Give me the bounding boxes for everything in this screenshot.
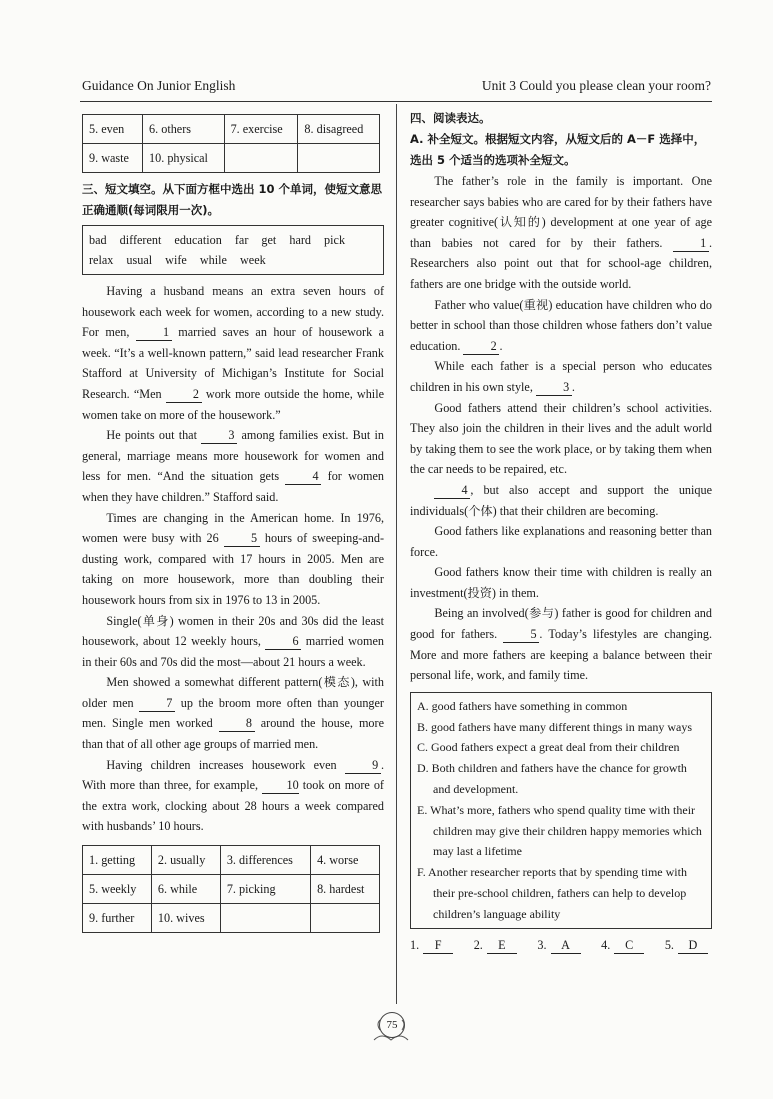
word-box-line: bad different education far get hard pick — [89, 233, 346, 247]
paragraph — [410, 356, 712, 397]
options-box — [410, 692, 712, 929]
blank-number: 5 — [224, 531, 260, 547]
answer-item — [665, 935, 708, 956]
passage-text: Having a husband means an extra seven hours of housework each week for women, according to a new study. For men, — [82, 284, 384, 340]
passage-text: Being an involved(参与) father is good for children and good for fathers. — [410, 606, 712, 642]
passage-text: Father who value(重视) education have children who do better in school than those children whose fathers don’t value education. — [410, 297, 712, 353]
option-item: F. Another researcher reports that by spending time with their pre-school children, fathers can help to develop children’s language ability — [417, 865, 687, 921]
table-cell: 7. picking — [220, 875, 310, 904]
passage-text: Men showed a somewhat different pattern(模态), with older men — [82, 675, 384, 710]
right-column — [410, 108, 712, 955]
passage-text: . Today’s lifestyles are changing. More and more fathers are keeping a balance between their personal life, work, and family time. — [410, 627, 712, 683]
table-row — [83, 904, 380, 933]
paragraph — [82, 672, 384, 754]
header-rule — [80, 101, 712, 102]
answer-line — [410, 935, 708, 956]
table-cell: 1. getting — [83, 846, 152, 875]
passage-text: . — [571, 379, 575, 394]
header-right: Unit 3 Could you please clean your room? — [481, 78, 711, 93]
blank-number: 3 — [201, 428, 237, 444]
paragraph — [410, 171, 712, 295]
left-column — [82, 114, 384, 933]
passage-text: for women when they have children.” Stafford said. — [82, 469, 385, 504]
table-cell: 9. further — [83, 904, 152, 933]
answer-item — [601, 935, 644, 956]
passage-text: married saves an hour of housework a week. “It’s a well-known pattern,” said lead researcher Frank Stafford at University of Michigan’s Institute for Social Research. “Men — [82, 325, 384, 401]
paragraph — [410, 480, 712, 521]
paragraph — [410, 603, 712, 685]
passage-text: Single(单身) women in their 20s and 30s did the least housework, about 12 weekly hours, — [82, 613, 384, 649]
option-item: E. What’s more, fathers who spend quality time with their children may give their children happy memories which may last a lifetime — [417, 802, 702, 859]
header-left: Guidance On Junior English — [82, 78, 236, 93]
table-cell: 6. while — [151, 875, 220, 904]
answer-letter: E — [487, 938, 517, 954]
option-item: B. good fathers have many different things in many ways — [417, 719, 693, 734]
blank-number: 2 — [463, 339, 499, 355]
answer-letter: A — [551, 938, 581, 954]
passage-text: The father’s role in the family is important. One researcher says babies who are cared for by their fathers have greater cognitive(认知的) development at one year of age than babies not cared for by their fathers. — [410, 174, 712, 250]
passage-text: work more outside the home, while women take on more of the housework.” — [82, 386, 384, 422]
answer-number: 4. — [601, 937, 611, 952]
passage-text: Good fathers attend their children’s school activities. They also join the children in their lives and the adult world by taking them to see the work place, or by taking them when the car needs to be repaired, etc. — [410, 400, 712, 477]
passage-text: among families exist. But in general, marriage means more housework for women and less for men. “And the situation gets — [82, 428, 384, 484]
table-cell: 5. even — [83, 115, 143, 144]
blank-number: 3 — [536, 380, 572, 396]
answer-letter: D — [678, 938, 708, 954]
blank-number: 1 — [673, 236, 709, 252]
table-cell: 9. waste — [83, 144, 143, 173]
table-cell: 6. others — [143, 115, 225, 144]
passage-text: . With more than three, for example, — [82, 757, 384, 793]
answer-number: 2. — [473, 937, 483, 952]
table-cell: 8. disagreed — [298, 115, 380, 144]
paragraph — [82, 508, 384, 611]
word-box — [82, 225, 384, 275]
answer-number: 3. — [537, 937, 547, 952]
passage-text: While each father is a special person who educates children in his own style, — [410, 359, 712, 394]
word-box-line: relax usual wife while week — [89, 253, 266, 267]
passage-text: Good fathers like explanations and reasoning better than force. — [410, 524, 712, 559]
blank-number: 8 — [219, 716, 255, 732]
option-item: D. Both children and fathers have the chance for growth and development. — [417, 761, 687, 797]
sectionA-title: A. 补全短文。根据短文内容，从短文后的 A－F 选择中，选出 5 个适当的选项补全短文。 — [410, 132, 706, 167]
paragraph — [410, 562, 712, 603]
table-cell: 2. usually — [151, 846, 220, 875]
section4-title: 四、阅读表达。 — [410, 111, 491, 125]
table-cell — [220, 904, 310, 933]
passage-text: Good fathers know their time with children is really an investment(投资) in them. — [410, 565, 712, 600]
reading-passage — [410, 171, 712, 686]
table-row — [83, 115, 380, 144]
passage-text: Having children increases housework even — [106, 757, 345, 772]
passage-text: married women in their 60s and 70s did the most—about 21 hours a week. — [82, 634, 384, 669]
passage-text: He points out that — [106, 428, 202, 443]
answer-letter: C — [614, 938, 644, 954]
paragraph — [82, 281, 384, 425]
page-number-badge — [370, 1010, 412, 1044]
option-item: C. Good fathers expect a great deal from their children — [417, 740, 680, 755]
table-row — [83, 144, 380, 173]
answer-number: 1. — [410, 937, 420, 952]
section3-title: 三、短文填空。从下面方框中选出 10 个单词，使短文意思正确通顺(每词限用一次)。 — [82, 182, 383, 217]
blank-number: 7 — [139, 696, 175, 712]
blank-number: 9 — [345, 758, 381, 774]
blank-number: 10 — [262, 778, 299, 794]
cloze-passage — [82, 281, 384, 837]
table-cell: 4. worse — [311, 846, 380, 875]
blank-number: 4 — [434, 483, 470, 499]
blank-number: 1 — [136, 325, 172, 341]
table-row — [83, 846, 380, 875]
passage-text: hours of sweeping-and-dusting work, compared with 17 hours in 2005. Men are taking on more housework, more than doubling their housework hours from six in 1976 to 13 in 2005. — [82, 531, 385, 607]
answer-item — [474, 935, 517, 956]
paragraph — [410, 398, 712, 480]
table-cell: 7. exercise — [224, 115, 298, 144]
answer-letter: F — [423, 938, 453, 954]
table-cell: 3. differences — [220, 846, 310, 875]
passage-text: . Researchers also point out that for school-age children, fathers are one bridge with the outside world. — [410, 235, 712, 291]
table-cell: 10. physical — [143, 144, 225, 173]
table-cell: 5. weekly — [83, 875, 152, 904]
passage-text: took on more of the extra work, clocking about 28 hours a week compared with husbands’ 10 hours. — [82, 778, 384, 834]
blank-number: 2 — [166, 387, 202, 403]
paragraph — [82, 755, 384, 837]
passage-text: , but also accept and support the unique individuals(个体) that their children are becoming. — [410, 482, 712, 518]
column-divider — [396, 104, 397, 1004]
table-cell — [224, 144, 298, 173]
table-cell: 8. hardest — [311, 875, 380, 904]
top-answer-table — [82, 114, 380, 173]
bottom-answer-table — [82, 845, 380, 933]
table-cell: 10. wives — [151, 904, 220, 933]
paragraph — [82, 425, 384, 507]
blank-number: 6 — [265, 634, 301, 650]
blank-number: 5 — [503, 627, 539, 643]
option-item: A. good fathers have something in common — [417, 698, 628, 713]
passage-text: . — [499, 338, 503, 353]
answer-number: 5. — [664, 937, 674, 952]
paragraph — [410, 521, 712, 562]
passage-text: Times are changing in the American home. In 1976, women were busy with 26 — [82, 510, 384, 546]
paragraph — [82, 611, 384, 673]
answer-item — [537, 935, 580, 956]
table-cell — [311, 904, 380, 933]
passage-text: up the broom more often than younger men. Single men worked — [82, 695, 384, 731]
blank-number: 4 — [285, 469, 321, 485]
paragraph — [410, 295, 712, 357]
table-row — [83, 875, 380, 904]
passage-text: around the house, more than that of all other age groups of married men. — [82, 716, 384, 752]
page-number: 75 — [379, 1012, 405, 1038]
table-cell — [298, 144, 380, 173]
answer-item — [410, 935, 453, 956]
